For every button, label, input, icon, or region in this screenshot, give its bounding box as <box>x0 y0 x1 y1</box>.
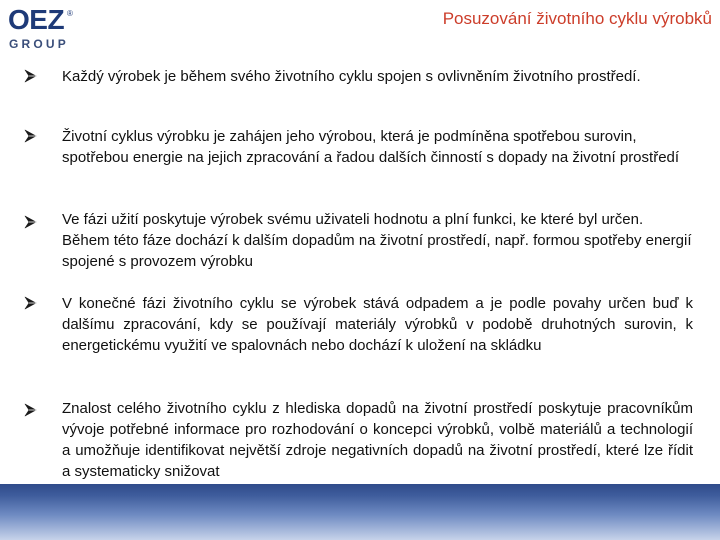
footer-decorative-band <box>0 484 720 540</box>
arrow-bullet-icon <box>24 403 38 417</box>
logo-group-text: GROUP <box>9 37 70 51</box>
logo-registered-mark: ® <box>67 9 73 18</box>
bullet-text: Každý výrobek je během svého životního cyklu spojen s ovlivněním životního prostředí. <box>62 68 641 85</box>
company-logo <box>8 6 78 52</box>
bullet-text: Životní cyklus výrobku je zahájen jeho výrobou, která je podmíněna spotřebou surovin, spotřebou energie na jejich zpracování a řadou dalších činností s dopady na životní prostředí <box>62 128 680 166</box>
bullet-text: Znalost celého životního cyklu z hlediska dopadů na životní prostředí poskytuje pracovníkům vývoje potřebné informace pro rozhodování o koncepci výrobků, volbě materiálů a technologií a umožňuje identifikovat největší zdroje negativních dopadů na životní prostředí, které lze řídit a systematicky snižovat <box>62 400 693 480</box>
arrow-bullet-icon <box>24 129 38 143</box>
arrow-bullet-icon <box>24 69 38 83</box>
bullet-text: Ve fázi užití poskytuje výrobek svému uživateli hodnotu a plní funkci, ke které byl určen. Během této fáze dochází k dalším dopadům na životní prostředí, např. formou spotřeby energií spojené s provozem výrobku <box>62 211 692 270</box>
arrow-bullet-icon <box>24 296 38 310</box>
logo-brand-text: OEZ <box>8 4 65 35</box>
slide-title: Posuzování životního cyklu výrobků <box>442 9 712 28</box>
arrow-bullet-icon <box>24 215 38 229</box>
bullet-text: V konečné fázi životního cyklu se výrobek stává odpadem a je podle povahy určen buď k dalšímu zpracování, kdy se používají materiály výrobků v podobě druhotných surovin, k energetickému využití ve spalovnách nebo dochází k uložení na skládku <box>62 295 693 354</box>
